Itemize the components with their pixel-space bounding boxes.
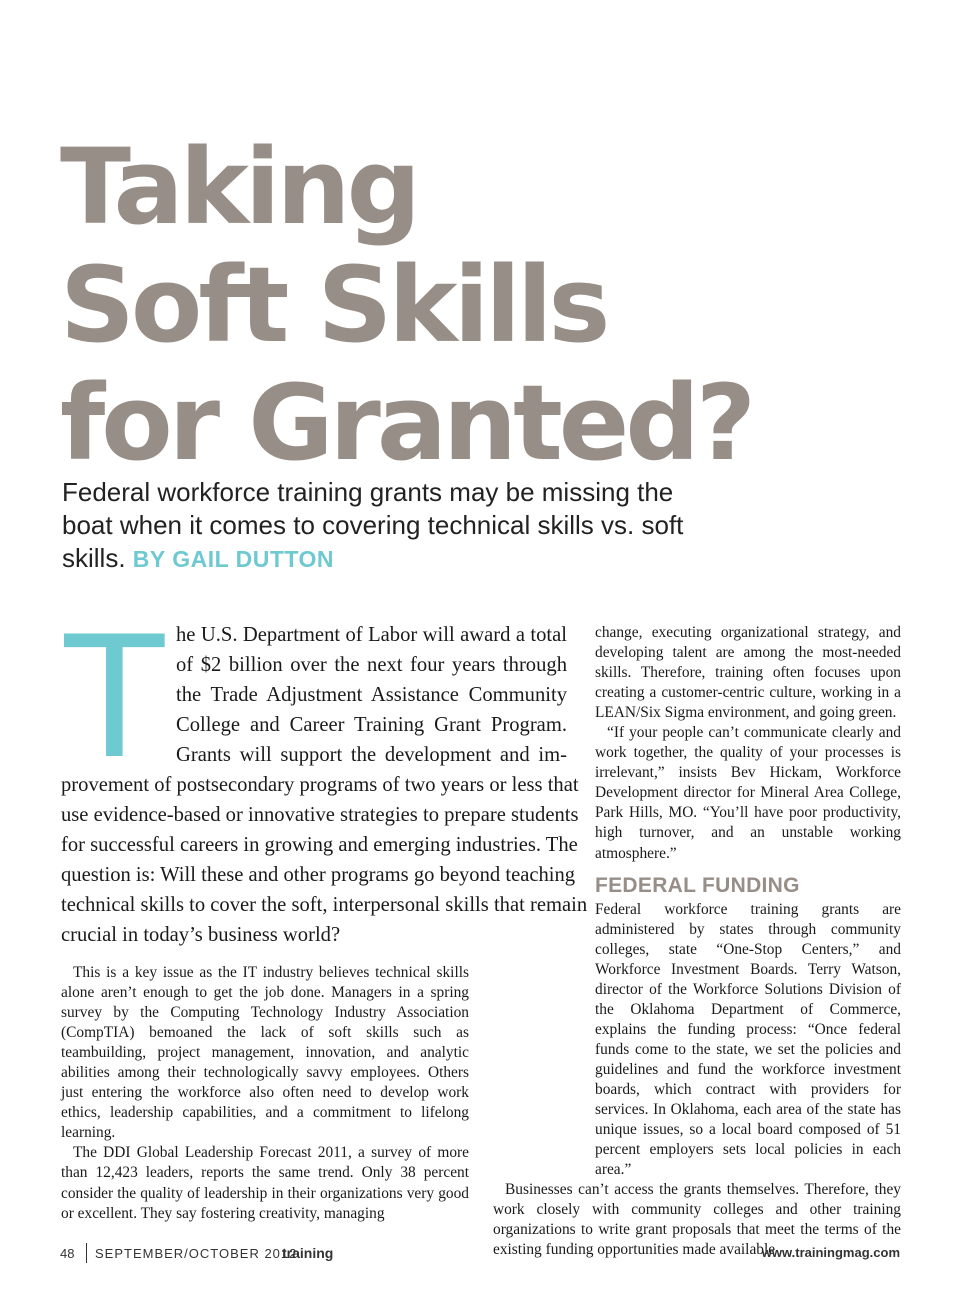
lede-line: technical skills to cover the soft, interpersonal skills that remain (61, 894, 588, 916)
magazine-name: training (282, 1245, 334, 1261)
body-paragraph: This is a key issue as the IT industry believes technical skills alone aren’t enough to get the job done. Managers in a spring survey by the Computing Technology Industry Association (CompTIA) bemoaned the lack of soft skills such as teambuilding, project management, innovation, and analytic abilities among their technologically savvy employees. Others just entering the workforce also often need to develop work ethics, leadership capabilities, and a commitment to lifelong learning. (61, 964, 469, 1142)
body-paragraph: Businesses can’t access the grants themselves. Therefore, they work closely with community colleges and other training organizations to write grant proposals that meet the terms of the existing funding opportunities made available (493, 1181, 901, 1259)
lede-line: College and Career Training Grant Program. (176, 714, 567, 736)
body-paragraph: The DDI Global Leadership Forecast 2011, a survey of more than 12,423 leaders, reports the same trend. Only 38 percent consider the quality of leadership in their organizations very good or excellent. They say fostering creativity, managing (61, 1144, 469, 1222)
right-column-top (595, 623, 901, 864)
headline-line: for Granted? (60, 362, 753, 484)
article-headline (60, 128, 920, 482)
body-column-right (493, 623, 901, 1260)
lede-line: of $2 billion over the next four years through (176, 654, 567, 676)
page-footer (60, 1245, 900, 1265)
magazine-url[interactable]: www.trainingmag.com (761, 1245, 900, 1260)
issue-date: SEPTEMBER/OCTOBER 2012 (95, 1246, 298, 1261)
body-paragraph: change, executing organizational strategy, and developing talent are among the most-needed skills. Therefore, training often focuses upon creating a customer-centric culture, working in a LEAN/Six Sigma environment, and going green. (595, 624, 901, 722)
lede-line: for successful careers in growing and emerging industries. The (61, 834, 578, 856)
article-deck (62, 476, 702, 576)
headline-line: Soft Skills (60, 244, 607, 366)
section-subhead: FEDERAL FUNDING (595, 873, 800, 897)
lede-line: use evidence-based or innovative strategies to prepare students (61, 804, 579, 826)
body-column-left (61, 963, 469, 1224)
drop-cap: T (60, 595, 169, 794)
deck-text: Federal workforce training grants may be missing the boat when it comes to covering technical skills vs. soft skills. (62, 477, 684, 573)
body-paragraph: Federal workforce training grants are administered by states through community colleges, state “One-Stop Centers,” and Workforce Investment Boards. Terry Watson, director of the Workforce Solutions Division of the Oklahoma Department of Commerce, explains the funding process: “Once federal funds come to the state, we set the policies and guidelines and fund the workforce investment boards, which contract with providers for services. In Oklahoma, each area of the state has unique issues, so a local board composed of 51 percent employers sets local policies in each area.” (595, 900, 901, 1179)
lede-line: the Trade Adjustment Assistance Community (176, 684, 567, 706)
byline: BY GAIL DUTTON (132, 546, 335, 572)
lede-line: provement of postsecondary programs of two years or less that (61, 774, 579, 796)
lede-line: crucial in today’s business world? (61, 924, 341, 946)
lede-line: question is: Will these and other programs go beyond teaching (61, 864, 576, 886)
page-number: 48 (60, 1246, 75, 1261)
lede-paragraph (61, 620, 588, 950)
body-paragraph: “If your people can’t communicate clearly and work together, the quality of your processes is irrelevant,” insists Bev Hickam, Workforce Development director for Mineral Area College, Park Hills, MO. “You’ll have poor productivity, high turnover, and an unstable working atmosphere.” (595, 724, 901, 862)
footer-divider (86, 1243, 87, 1263)
lede-line: Grants will support the development and im- (176, 744, 567, 766)
headline-line: Taking (60, 126, 418, 248)
lede-line: he U.S. Department of Labor will award a total (176, 624, 567, 646)
